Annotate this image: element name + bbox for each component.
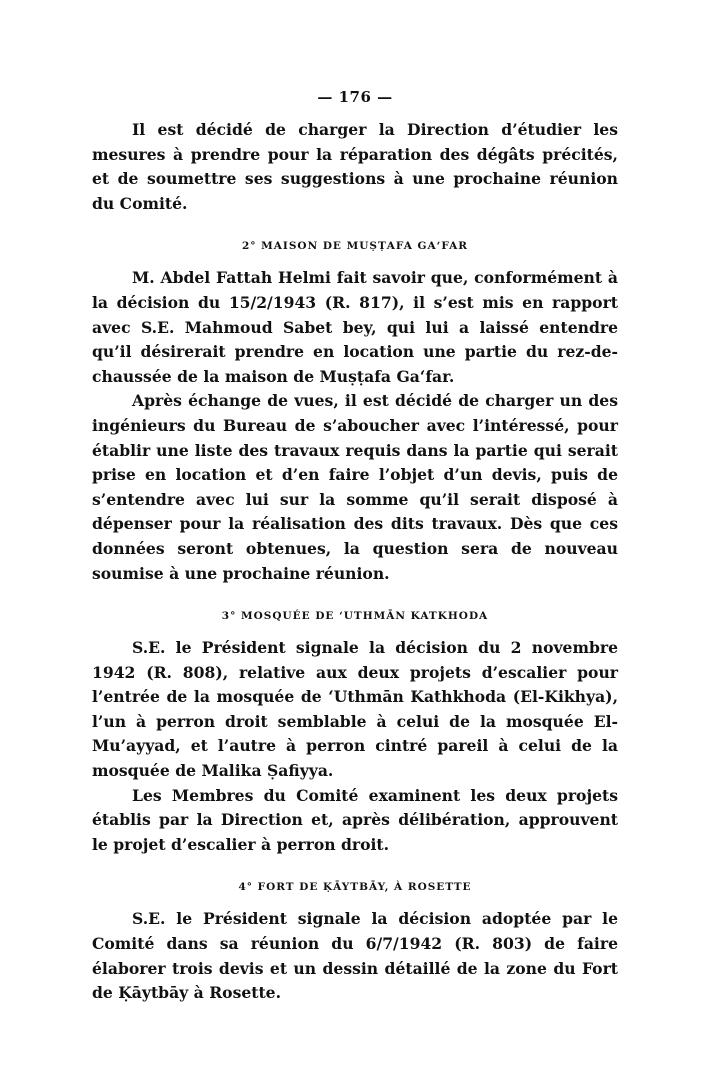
paragraph-echange-vues: Après échange de vues, il est décidé de charger un des ingénieurs du Bureau de s’aboucher avec l’intéressé, pour établir une liste des travaux requis dans la partie qui serait prise en location et d’en faire l’objet d’un devis, puis de s’entendre avec lui sur la somme qu’il serait disposé à dépenser pour la réalisation des dits travaux. Dès que ces données seront obtenues, la question sera de nouveau soumise à une prochaine réunion. — [92, 391, 618, 583]
paragraph-membres-approuvent: Les Membres du Comité examinent les deux projets établis par la Direction et, après délibération, approuvent le projet d’escalier à perron droit. — [92, 785, 618, 854]
spacer — [92, 216, 618, 240]
spacer — [92, 586, 618, 610]
spacer — [92, 893, 618, 907]
section-heading-fort: 4° FORT DE ḲĀYTBĀY, À ROSETTE — [238, 881, 472, 894]
paragraph-escalier-projets: S.E. le Président signale la décision du 2 novembre 1942 (R. 808), relative aux deux projets d’escalier pour l’entrée de la mosquée de ‘Uthmān Kathkhoda (El-Kikhya), l’un à perron droit semblable à celui de la mosquée El-Mu’ayyad, et l’autre à perron cintré pareil à celui de la mosquée de Malika Ṣafiyya. — [92, 638, 618, 781]
section-heading-maison: 2° MAISON DE MUṢṬAFA GA‘FAR — [241, 240, 469, 253]
document-page — [92, 88, 618, 1006]
section-heading-mosquee: 3° MOSQUÉE DE ‘UTHMĀN KATKHODA — [221, 610, 489, 623]
page-number: — 176 — — [317, 88, 393, 106]
paragraph-fort-devis: S.E. le Président signale la décision adoptée par le Comité dans sa réunion du 6/7/1942 (R. 803) de faire élaborer trois devis et un dessin détaillé de la zone du Fort de Ḳāytbāy à Rosette. — [92, 909, 618, 1003]
paragraph-decision-direction: Il est décidé de charger la Direction d’étudier les mesures à prendre pour la réparation des dégâts précités, et de soumettre ses suggestions à une prochaine réunion du Comité. — [92, 120, 618, 213]
paragraph-helmi-location: M. Abdel Fattah Helmi fait savoir que, conformément à la décision du 15/2/1943 (R. 817), il s’est mis en rapport avec S.E. Mahmoud Sabet bey, qui lui a laissé entendre qu’il désirerait prendre en location une partie du rez-de-chaussée de la maison de Muṣṭafa Ga‘far. — [92, 268, 618, 386]
spacer — [92, 857, 618, 881]
spacer — [92, 622, 618, 636]
spacer — [92, 252, 618, 266]
